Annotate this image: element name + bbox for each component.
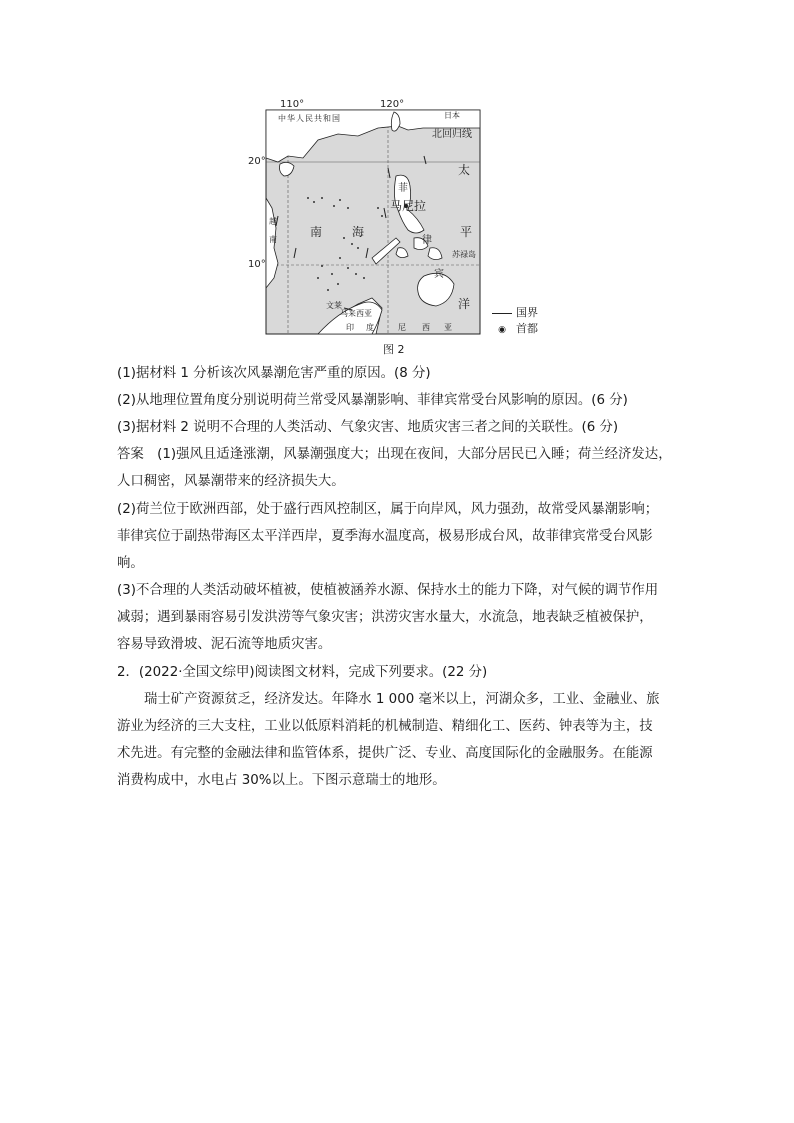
question2-para-line-1: 瑞士矿产资源贫乏，经济发达。年降水 1 000 毫米以上，河湖众多，工业、金融业、旅 <box>144 692 660 707</box>
answer-2-line-1: (2)荷兰位于欧洲西部，处于盛行西风控制区，属于向岸风，风力强劲，故常受风暴潮影响； <box>117 502 659 517</box>
lon-110-label: 110° <box>280 99 305 110</box>
yang-label: 洋 <box>458 297 471 311</box>
legend-capital <box>492 323 538 335</box>
question-1: (1)据材料 1 分析该次风暴潮危害严重的原因。(8 分) <box>117 366 431 381</box>
brunei-label: 文莱 <box>326 301 342 310</box>
philippines-map-figure <box>248 98 548 358</box>
malaysia-label: 马来西亚 <box>340 309 372 318</box>
fei-label: 菲 <box>398 183 408 194</box>
legend-capital-label: 首都 <box>516 322 538 335</box>
question-2: (2)从地理位置角度分别说明荷兰常受风暴潮影响、菲律宾常受台风影响的原因。(6 分) <box>117 393 628 408</box>
hai-label: 海 <box>352 225 365 239</box>
bin-label: 宾 <box>434 269 444 280</box>
indonesia-yin-label: 印 <box>346 323 354 332</box>
answer-2-line-2: 菲律宾位于副热带海区太平洋西岸，夏季海水温度高，极易形成台风，故菲律宾常受台风影 <box>117 529 653 544</box>
tai-label: 太 <box>458 163 471 177</box>
nan2-label: 南 <box>269 235 277 244</box>
lon-120-label: 120° <box>380 99 405 110</box>
answer-2-line-3: 响。 <box>117 556 144 571</box>
question2-title: 2．(2022·全国文综甲)阅读图文材料，完成下列要求。(22 分) <box>117 665 488 680</box>
indonesia-du-label: 度 <box>366 323 374 332</box>
question2-para-line-2: 游业为经济的三大支柱，工业以低原料消耗的机械制造、精细化工、医药、钟表等为主，技 <box>117 719 653 734</box>
nan-label: 南 <box>310 225 323 239</box>
japan-label: 日本 <box>444 111 460 120</box>
lat-20-label: 20° <box>248 156 266 167</box>
indonesia-xi-label: 西 <box>422 323 430 332</box>
ping-label: 平 <box>460 225 473 239</box>
figure-caption: 图 2 <box>383 343 405 356</box>
lu-label: 律 <box>422 235 432 246</box>
answer-3-line-3: 容易导致滑坡、泥石流等地质灾害。 <box>117 637 332 652</box>
answer-1-line-1: 答案 (1)强风且适逢涨潮，风暴潮强度大；出现在夜间，大部分居民已入睡；荷兰经济发达， <box>117 447 672 462</box>
answer-3-line-2: 减弱；遇到暴雨容易引发洪涝等气象灾害；洪涝灾害水量大，水流急，地表缺乏植被保护， <box>117 610 653 625</box>
map-graphic <box>248 98 548 358</box>
indonesia-ya-label: 亚 <box>444 323 452 332</box>
answer-3-line-1: (3)不合理的人类活动破坏植被，使植被涵养水源、保持水土的能力下降，对气候的调节作用 <box>117 583 659 598</box>
yue-label: 越 <box>269 217 277 226</box>
question2-para-line-4: 消费构成中，水电占 30%以上。下图示意瑞士的地形。 <box>117 773 446 788</box>
tropic-label: 北回归线 <box>432 129 472 140</box>
manila-label: 马尼拉 <box>390 199 427 213</box>
lat-10-label: 10° <box>248 259 266 270</box>
question-3: (3)据材料 2 说明不合理的人类活动、气象灾害、地质灾害三者之间的关联性。(6 分) <box>117 420 619 435</box>
indonesia-ni-label: 尼 <box>398 323 406 332</box>
question2-para-line-3: 术先进。有完整的金融法律和监管体系，提供广泛、专业、高度国际化的金融服务。在能源 <box>117 746 653 761</box>
sulu-label: 苏禄岛 <box>452 250 476 259</box>
legend-border <box>492 307 538 318</box>
china-label: 中华人民共和国 <box>278 114 341 123</box>
answer-1-line-2: 人口稠密，风暴潮带来的经济损失大。 <box>117 474 345 489</box>
border-line-icon <box>492 313 512 314</box>
legend-border-label: 国界 <box>516 306 538 319</box>
capital-dot-icon: ◉ <box>498 325 506 335</box>
